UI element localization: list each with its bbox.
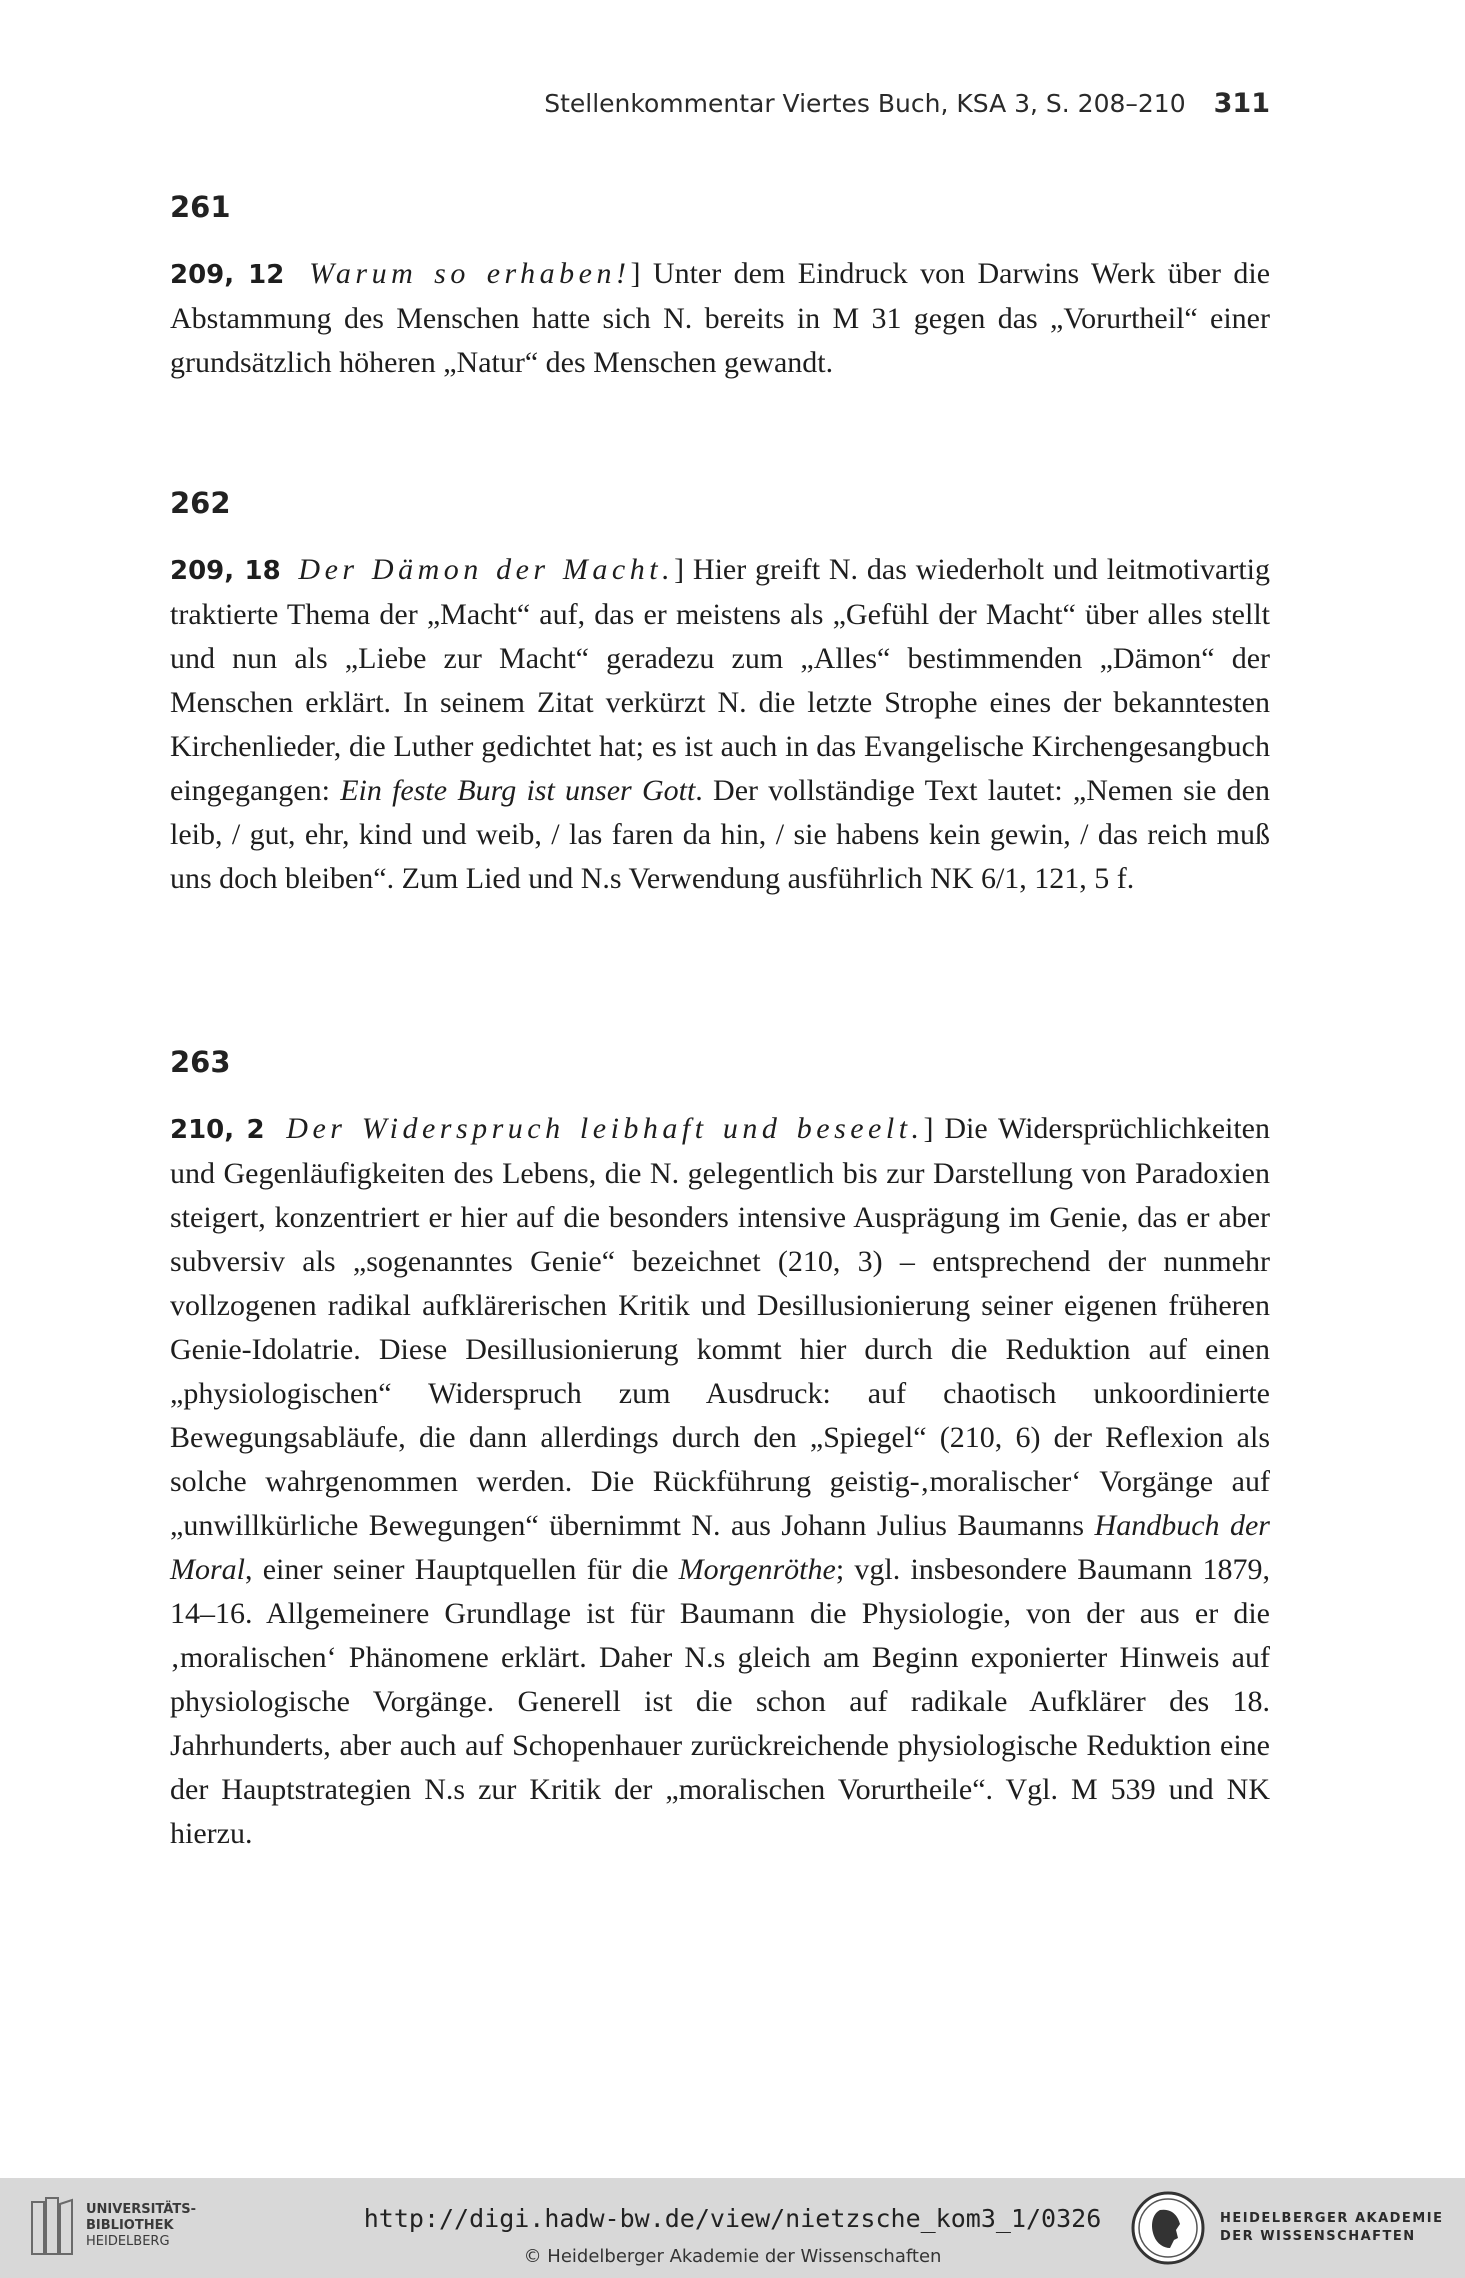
lemma: Der Widerspruch leibhaft und beseelt. <box>286 1112 924 1145</box>
academy-name-line: HEIDELBERGER AKADEMIE <box>1220 2211 1444 2226</box>
copyright-notice: © Heidelberger Akademie der Wissenschaften <box>523 2246 942 2267</box>
library-name-line: HEIDELBERG <box>86 2234 170 2249</box>
title-citation: Morgenröthe <box>678 1553 836 1586</box>
source-url[interactable]: http://digi.hadw-bw.de/view/nietzsche_kom3_1/0326 <box>363 2204 1102 2233</box>
commentary-text: , einer seiner Hauptquellen für die <box>245 1553 679 1586</box>
page-number: 311 <box>1213 88 1270 119</box>
digitization-footer <box>0 2178 1465 2278</box>
commentary-text: ; vgl. insbesondere Baumann 1879, 14–16. Allgemeinere Grundlage ist für Baumann die Physiologie, von der aus er die ‚moralischen‘ Phänomene erklärt. Daher N.s gleich am Beginn exponierter Hinweis auf physiologische Vorgänge. Generell ist die schon auf radikale Aufklärer des 18. Jahrhunderts, aber auch auf Schopenhauer zurückreichende physiologische Reduktion eine der Hauptstrategien N.s zur Kritik der „moralischen Vorurtheile“. Vgl. M 539 und NK hierzu. <box>170 1553 1270 1850</box>
entry-number: 262 <box>170 486 231 520</box>
running-title: Stellenkommentar Viertes Buch, KSA 3, S. 208–210 <box>544 89 1186 118</box>
line-reference: 209, 18 <box>170 556 281 586</box>
title-citation: Ein feste Burg ist unser Gott <box>340 774 696 807</box>
commentary-text: . Der vollständige Text lautet: „Nemen sie den leib, / gut, ehr, kind und weib, / las faren da hin, / sie habens kein gewin, / das reich muß uns doch bleiben“. Zum Lied und N.s Verwendung ausführlich NK 6/1, 121, 5 f. <box>170 774 1271 895</box>
line-reference: 210, 2 <box>170 1115 265 1145</box>
commentary-text: ] Hier greift N. das wiederholt und leitmotivartig traktierte Thema der „Macht“ auf, das er meistens als „Gefühl der Macht“ über alles stellt und nun als „Liebe zur Macht“ geradezu zum „Alles“ bestimmenden „Dämon“ der Menschen erklärt. In seinem Zitat verkürzt N. die letzte Strophe eines der bekanntesten Kirchenlieder, die Luther gedichtet hat; es ist auch in das Evangelische Kirchengesangbuch eingegangen: <box>170 553 1270 807</box>
commentary-text: ] Die Widersprüchlichkeiten und Gegenläufigkeiten des Lebens, die N. gelegentlich bis zur Darstellung von Paradoxien steigert, konzentriert er hier auf die besonders intensive Ausprägung im Genie, das er aber subversiv als „sogenanntes Genie“ bezeichnet (210, 3) – entsprechend der nunmehr vollzogenen radikal aufklärerischen Kritik und Desillusionierung seiner eigenen früheren Genie-Idolatrie. Diese Desillusionierung kommt hier durch die Reduktion auf einen „physiologischen“ Widerspruch zum Ausdruck: auf chaotisch unkoordinierte Bewegungsabläufe, die dann allerdings durch den „Spiegel“ (210, 6) der Reflexion als solche wahrgenommen werden. Die Rückführung geistig-‚moralischer‘ Vorgänge auf „unwillkürliche Bewegungen“ übernimmt N. aus Johann Julius Baumanns <box>170 1112 1270 1542</box>
entry-text <box>170 548 1270 901</box>
entry-263 <box>170 1045 1270 1856</box>
entry-261 <box>170 190 1270 385</box>
entry-text <box>170 252 1270 385</box>
lemma: Der Dämon der Macht. <box>298 553 675 586</box>
entry-number: 261 <box>170 190 231 224</box>
commentary-text: ] Unter dem Eindruck von Darwins Werk über die Abstammung des Menschen hatte sich N. bereits in M 31 gegen das „Vorurtheil“ einer grundsätzlich höheren „Natur“ des Menschen gewandt. <box>170 257 1271 379</box>
running-head <box>170 88 1270 119</box>
academy-seal-icon <box>1130 2190 1206 2266</box>
entry-262 <box>170 486 1270 901</box>
academy-name <box>1220 2210 1443 2246</box>
library-name-line: BIBLIOTHEK <box>86 2218 174 2233</box>
academy-name-line: DER WISSENSCHAFTEN <box>1220 2229 1416 2244</box>
library-name-line: UNIVERSITÄTS- <box>86 2202 196 2217</box>
line-reference: 209, 12 <box>170 260 285 290</box>
entry-number: 263 <box>170 1045 231 1079</box>
lemma: Warum so erhaben! <box>309 257 631 290</box>
entry-text <box>170 1107 1270 1856</box>
title-citation: Handbuch der Moral <box>170 1509 1270 1586</box>
